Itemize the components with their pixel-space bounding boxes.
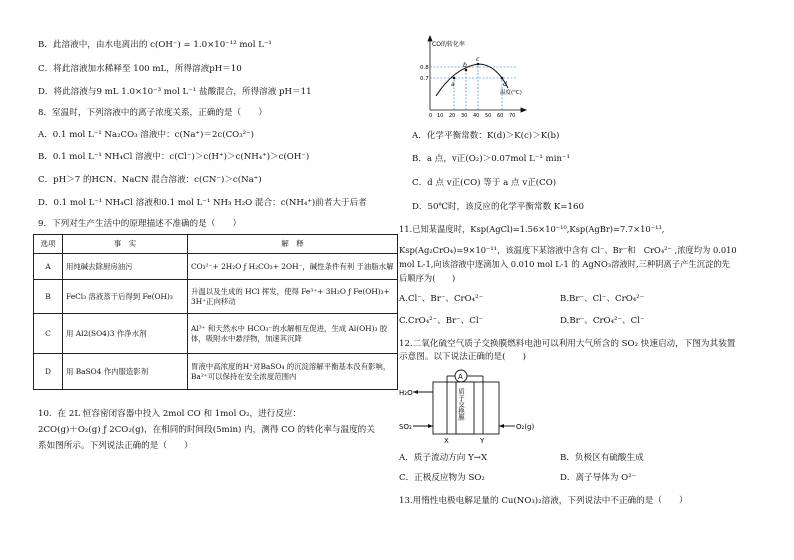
q11-option-b: B.Br⁻、Cl⁻、CrO₄²⁻ [560, 294, 645, 304]
q12-option-b: B．负极区有硫酸生成 [560, 453, 644, 463]
row-option: C [34, 314, 63, 354]
header-explanation: 解 释 [188, 235, 398, 254]
table-row [34, 254, 398, 280]
row-fact: 用 Al2(SO4)3 作净水剂 [63, 314, 188, 354]
row-option: B [34, 280, 63, 314]
electrode-y-label: Y [480, 437, 485, 445]
graph-xtick: 20 [449, 113, 456, 119]
graph-xtick: 70 [509, 113, 516, 119]
facts-table [33, 234, 398, 390]
header-fact: 事 实 [63, 235, 188, 254]
table-row [34, 314, 398, 354]
graph-xtick: 60 [497, 113, 504, 119]
q8-option-a: A．0.1 mol L⁻¹ Na₂CO₃ 溶液中：c(Na⁺)＝2c(CO₃²⁻) [38, 130, 255, 140]
table-row [34, 354, 398, 390]
q8-option-d: D．0.1 mol L⁻¹ NH₄Cl 溶液和0.1 mol L⁻¹ NH₃ H₂O 混合：c(NH₄⁺)前者大于后者 [38, 198, 367, 208]
point-a: a [451, 81, 455, 88]
graph-xtick: 30 [461, 113, 468, 119]
graph-xtick: 40 [473, 113, 480, 119]
row-explanation: 升温以及生成的 HCl 挥发，使得 Fe³⁺+ 3H₂O ƒ Fe(OH)₃+ 3H⁺正向移动 [188, 280, 398, 314]
o2-label: O₂(g) [516, 423, 535, 431]
q10-option-b: B．a 点，v正(O₂)＞0.07mol L⁻¹ min⁻¹ [412, 154, 570, 164]
row-option: A [34, 254, 63, 280]
question-11-line2: Ksp(Ag₂CrO₄)=9×10⁻¹¹，该温度下某溶液中含有 Cl⁻、Br⁻和 CrO₄²⁻ ,浓度均为 0.010 [399, 245, 737, 255]
question-10-line1: 10．在 2L 恒容密闭容器中投入 2mol CO 和 1mol O₂，进行反应： [38, 409, 302, 419]
question-10-line2: 2CO(g)＋O₂(g) ƒ 2CO₂(g)，在相同的时间段(5min) 内，测得 CO 的转化率与温度的关 [38, 425, 375, 435]
q7-option-d: D．将此溶液与9 mL 1.0×10⁻³ mol L⁻¹ 盐酸混合，所得溶液 pH＝11 [38, 87, 312, 97]
row-fact: 用纯碱去除厨房油污 [63, 254, 188, 280]
question-11-line1: 11.已知某温度时，Ksp(AgCl)=1.56×10⁻¹⁰,Ksp(AgBr)=7.7×10⁻¹³, [399, 224, 665, 234]
header-option: 选项 [34, 235, 63, 254]
q8-option-c: C．pH＞7 的HCN、NaCN 混合溶液：c(CN⁻)＞c(Na⁺) [38, 175, 262, 185]
graph-xtick: 0 [429, 113, 433, 119]
membrane-label: 质子交换膜 [457, 388, 465, 421]
q8-option-b: B．0.1 mol L⁻¹ NH₄Cl 溶液中：c(Cl⁻)＞c(H⁺)＞c(NH₄⁺)＞c(OH⁻) [38, 152, 310, 162]
question-8: 8．室温时，下列溶液中的离子浓度关系，正确的是（ ） [38, 108, 267, 118]
electrode-x-label: X [444, 437, 449, 445]
question-13: 13.用惰性电极电解足量的 Cu(NO₃)₂溶液，下列说法中不正确的是（ ） [399, 496, 688, 506]
row-explanation: CO₃²⁻+ 2H₂O ƒ H₂CO₃+ 2OH⁻，碱性条件有利 于油脂水解 [188, 254, 398, 280]
graph-xtick: 10 [437, 113, 444, 119]
q7-option-b: B．此溶液中，由水电离出的 c(OH⁻) = 1.0×10⁻¹² mol L⁻¹ [38, 40, 272, 50]
q11-option-c: C.CrO₄²⁻、Br⁻、Cl⁻ [399, 316, 484, 326]
q12-option-a: A．质子流动方向 Y→X [399, 453, 488, 463]
row-fact: FeCl₃ 溶液蒸干后得到 Fe(OH)₃ [63, 280, 188, 314]
point-d: d [503, 81, 507, 88]
question-10-line3: 系如图所示。下列说法正确的是（ ） [38, 441, 193, 451]
row-option: D [34, 354, 63, 390]
point-c: c [476, 56, 480, 63]
table-row [34, 280, 398, 314]
q12-option-c: C．正极反应物为 SO₂ [399, 473, 485, 483]
graph-ylabel: CO的转化率 [432, 41, 465, 48]
q11-option-d: D.Br⁻、CrO₄²⁻、Cl⁻ [560, 316, 645, 326]
fuel-cell-diagram [399, 366, 559, 448]
graph-ytick-08: 0.8 [420, 65, 429, 71]
ammeter-label: A [458, 373, 463, 381]
graph-ytick-07: 0.7 [420, 76, 429, 82]
question-11-line4: 后顺序为( ) [399, 273, 456, 283]
point-b: b [463, 62, 467, 69]
q11-option-a: A.Cl⁻、Br⁻、CrO₄²⁻ [399, 294, 484, 304]
conversion-graph [412, 34, 534, 120]
graph-xtick: 50 [485, 113, 492, 119]
row-explanation: 胃液中高浓度的H⁺对BaSO₄ 的沉淀溶解平衡基本没有影响，Ba²⁺可以保持在安全浓度范围内 [188, 354, 398, 390]
row-explanation: Al³⁺ 和天然水中 HCO₃⁻的水解相互促进，生成 Al(OH)₃ 胶体，吸附水中悬浮物，加速其沉降 [188, 314, 398, 354]
q10-option-a: A．化学平衡常数：K(d)＞K(c)＞K(b) [412, 131, 560, 141]
q12-option-d: D．离子导体为 O²⁻ [560, 473, 637, 483]
graph-xlabel: 温度(°C) [500, 90, 522, 96]
q10-option-d: D．50℃时，该反应的化学平衡常数 K=160 [412, 202, 584, 212]
q10-option-c: C．d 点 v正(CO) 等于 a 点 v正(CO) [412, 178, 557, 188]
q7-option-c: C．将此溶液加水稀释至 100 mL，所得溶液pH＝10 [38, 64, 242, 74]
question-12-line2: 示意图。以下说法正确的是( ) [399, 352, 527, 362]
h2o-label: H₂O [399, 389, 413, 397]
row-fact: 用 BaSO4 作内服造影剂 [63, 354, 188, 390]
so2-label: SO₂ [399, 423, 412, 431]
question-12-line1: 12.二氧化硫空气质子交换膜燃料电池可以利用大气所含的 SO₂ 快速启动，下图为其装置 [399, 339, 736, 349]
question-11-line3: mol L-1,向该溶液中逐滴加入 0.010 mol L-1 的 AgNO₃溶液时,三种阴离子产生沉淀的先 [399, 259, 730, 269]
question-9: 9．下列对生产生活中的原理描述不准确的是（ ） [38, 219, 242, 229]
